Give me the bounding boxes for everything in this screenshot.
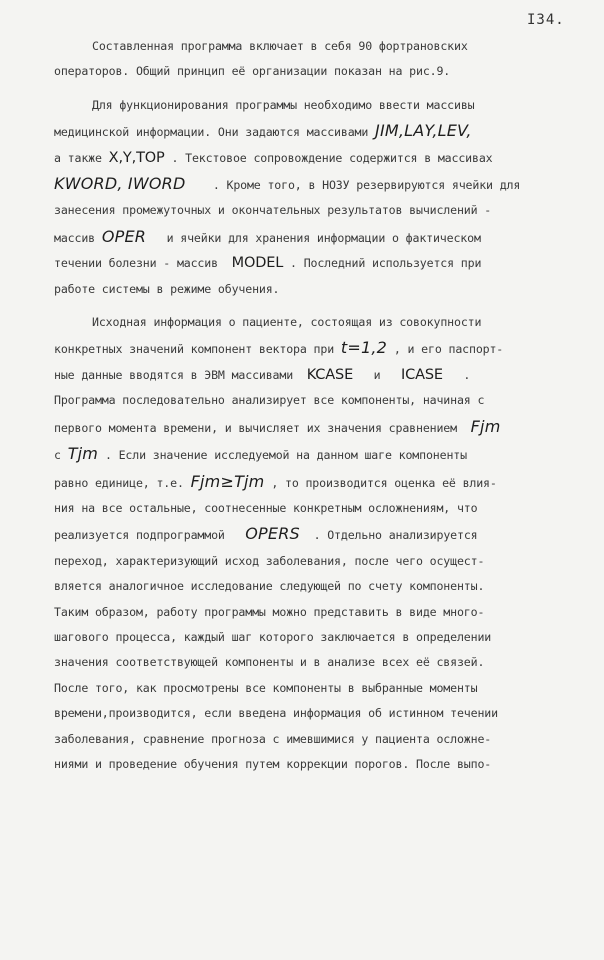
array-model: MODEL [231, 255, 284, 272]
p3-line-6-text-b: . Если значение исследуемой на данном шаге компоненты [104, 448, 467, 463]
array-kcase: KCASE [306, 366, 354, 383]
p3-line-2-text-b: , и его паспорт- [393, 342, 504, 357]
array-jim-lay-lev: JIM,LAY,LEV, [375, 121, 472, 141]
p2-line-4 [54, 171, 576, 198]
time-values: t=1,2 [340, 338, 388, 358]
p1-line-2: операторов. Общий принцип её организации показан на рис.9. [54, 64, 451, 79]
p3-line-9 [54, 521, 576, 548]
p2-line-3-text-b: . Текстовое сопровождение содержится в массивах [171, 150, 493, 165]
symbol-fjm: Fjm [470, 416, 501, 436]
p3-line-2-text-a: конкретных значений компонент вектора при [54, 342, 335, 357]
p2-line-2-text: медицинской информации. Они задаются массивами [54, 125, 369, 140]
p3-line-9-text-a: реализуется подпрограммой [54, 528, 225, 543]
p3-line-6-text-a: с [54, 448, 61, 463]
p3-line-7-text-a: равно единице, т.е. [54, 475, 184, 490]
p3-line-6 [54, 441, 576, 468]
p3-line-7-text-b: , то производится оценка её влия- [271, 475, 497, 490]
p3-line-9-text-b: . Отдельно анализируется [313, 528, 478, 543]
p3-line-3-text-c: . [463, 367, 471, 382]
p3-line-1: Исходная информация о пациенте, состоящая из совокупности [92, 315, 482, 330]
p3-line-3-text-a: ные данные вводятся в ЭВМ массивами [54, 367, 294, 382]
p2-line-3 [54, 146, 576, 171]
p2-line-1: Для функционирования программы необходимо ввести массивы [92, 97, 475, 112]
p3-line-11: вляется аналогичное исследование следующей по счету компоненты. [54, 579, 485, 594]
p3-line-3-text-b: и [373, 367, 381, 382]
p2-line-7 [54, 251, 576, 276]
subroutine-opers: OPERS [245, 524, 300, 544]
p3-line-8: ния на все остальные, соотнесенные конкретным осложнениям, что [54, 500, 478, 515]
array-x-y-top: X,Y,TOP [108, 149, 165, 166]
symbol-tjm: Tjm [67, 444, 99, 464]
p3-line-18: ниями и проведение обучения путем коррекции порогов. После выпо- [54, 756, 492, 771]
array-oper: OPER [101, 226, 147, 246]
p3-line-13: шагового процесса, каждый шаг которого заключается в определении [54, 629, 492, 644]
p3-line-5-text: первого момента времени, и вычисляет их значения сравнением [54, 420, 457, 435]
p2-line-7-text-a: течении болезни - массив [54, 256, 218, 271]
p2-line-4-text: . Кроме того, в НОЗУ резервируются ячейки для [212, 178, 521, 193]
body-text [54, 34, 576, 777]
p3-line-5 [54, 414, 576, 441]
p2-line-6 [54, 224, 576, 251]
array-kword-iword: KWORD, IWORD [54, 174, 186, 194]
p3-line-10: переход, характеризующий исход заболевания, после чего осущест- [54, 553, 485, 568]
p2-line-2 [54, 118, 576, 145]
p1-line-1: Составленная программа включает в себя 90 фортрановских [92, 39, 468, 53]
p2-line-7-text-b: . Последний используется при [290, 256, 482, 271]
p2-line-3-text-a: а также [54, 150, 102, 165]
p3-line-15: После того, как просмотрены все компоненты в выбранные моменты [54, 680, 478, 695]
p2-line-6-text-a: массив [54, 230, 95, 245]
p3-line-16: времени,производится, если введена информация об истинном течении [54, 706, 498, 721]
p3-line-14: значения соответствующей компоненты и в анализе всех её связей. [54, 655, 485, 670]
page-number: I34. [527, 12, 565, 28]
p3-line-2 [54, 335, 576, 362]
p2-line-5: занесения промежуточных и окончательных результатов вычислений - [54, 203, 492, 218]
p3-line-17: заболевания, сравнение прогноза с имевшимися у пациента осложне- [54, 731, 492, 746]
p3-line-4: Программа последовательно анализирует все компоненты, начиная с [54, 393, 485, 408]
inequality-fjm-tjm: Fjm≥Tjm [190, 471, 265, 491]
p3-line-12: Таким образом, работу программы можно представить в виде много- [54, 604, 485, 619]
p2-line-8: работе системы в режиме обучения. [54, 281, 280, 296]
array-icase: ICASE [400, 366, 443, 383]
p3-line-7 [54, 469, 576, 496]
p2-line-6-text-b: и ячейки для хранения информации о фактическом [166, 230, 481, 245]
p3-line-3 [54, 363, 576, 388]
